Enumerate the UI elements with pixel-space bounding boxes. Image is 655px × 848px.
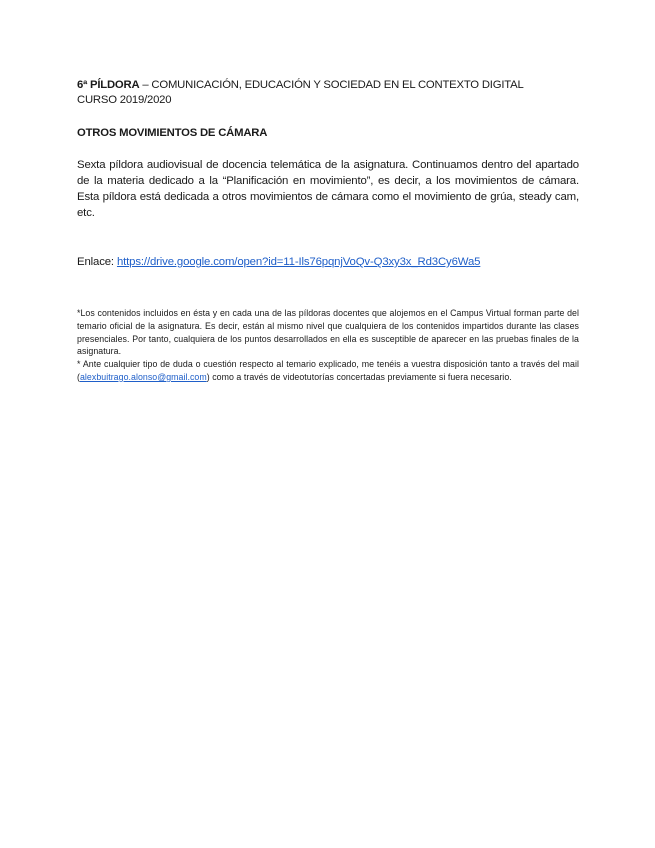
footnote-content-notice: *Los contenidos incluidos en ésta y en cada una de las píldoras docentes que alojemos en el Campus Virtual forman parte del temario oficial de la asignatura. Es decir, están al mismo nivel que cualquiera de los contenidos impartidos durante las clases presenciales. Por tanto, cualquiera de los puntos desarrollados en ella es susceptible de aparecer en las pruebas finales de la asignatura. (77, 308, 579, 357)
document-title (77, 78, 579, 93)
document-content (77, 78, 579, 384)
link-line (77, 254, 579, 270)
section-heading: OTROS MOVIMIENTOS DE CÁMARA (77, 127, 268, 139)
footnotes (77, 307, 579, 384)
description-paragraph: Sexta píldora audiovisual de docencia telemática de la asignatura. Continuamos dentro del apartado de la materia dedicado a la “Planificación en movimiento”, es decir, a los movimientos de cámara. Esta píldora está dedicada a otros movimientos de cámara como el movimiento de grúa, steady cam, etc. (77, 159, 579, 219)
email-link[interactable]: alexbuitrago.alonso@gmail.com (79, 371, 207, 382)
link-label: Enlace: (77, 256, 117, 268)
drive-link[interactable]: https://drive.google.com/open?id=11-Ils76pqnjVoQv-Q3xy3x_Rd3Cy6Wa5 (116, 256, 481, 268)
footnote-contact-notice (77, 358, 579, 384)
footnote-contact-after: ) como a través de videotutorías concertadas previamente si fuera necesario. (206, 371, 512, 382)
footnote-contact-before: * Ante cualquier tipo de duda o cuestión respecto al temario explicado, me tenéis a vuestra disposición tanto a través del mail ( (77, 359, 579, 382)
course-year: CURSO 2019/2020 (77, 94, 172, 106)
title-rest-part: – COMUNICACIÓN, EDUCACIÓN Y SOCIEDAD EN EL CONTEXTO DIGITAL (139, 79, 524, 91)
title-bold-part: 6ª PÍLDORA (77, 79, 140, 91)
